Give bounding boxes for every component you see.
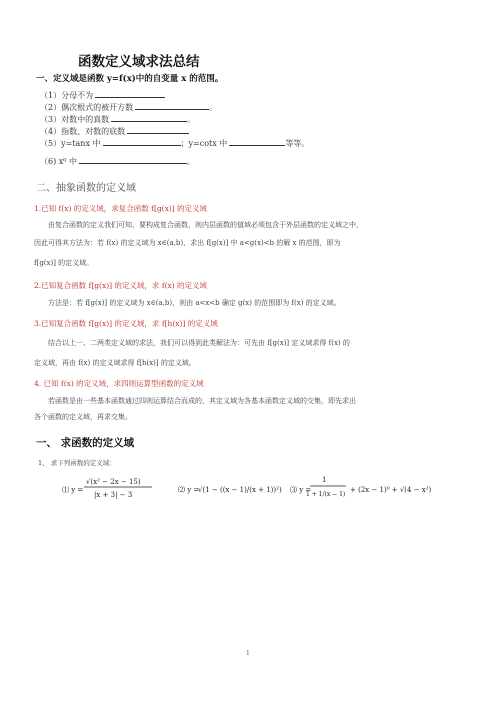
- case3-title: 3.已知复合函数 f[g(x)] 的定义域，求 f[h(x)] 的定义域: [34, 319, 218, 328]
- exercise-prompt: 1、 求下列函数的定义域：: [38, 459, 116, 467]
- section2-heading: 二、抽象函数的定义域: [36, 183, 136, 194]
- item-4: （4）指数、对数的底数: [40, 125, 189, 136]
- formula1-denominator: |x + 3| − 3: [94, 491, 133, 499]
- item-5: （5）y=tanx 中 ；y=cotx 中 等等。: [40, 139, 310, 148]
- page-title: 函数定义域求法总结: [78, 54, 200, 70]
- item-6: （6) x⁰ 中 。: [40, 157, 196, 166]
- item-2: （2）偶次根式的被开方数 。: [40, 103, 218, 112]
- case4-p1: 若函数是由一些基本函数通过四则运算结合而成的，其定义域为各基本函数定义域的交集，即先求出: [48, 397, 356, 405]
- section1-heading: 一、定义域是函数 y=f(x)中的自变量 x 的范围。: [36, 74, 224, 84]
- formula2-label: ⑵ y =: [178, 486, 200, 494]
- case1-p2: 因此可得其方法为：若 f(x) 的定义域为 x∈(a,b)，求出 f[g(x)] 中 a<g(x)<b 的解 x 的范围，即为: [34, 239, 341, 247]
- section3-heading: 一、 求函数的定义域: [36, 437, 135, 449]
- formula2-body: √(1 − ((x − 1)/(x + 1))²): [198, 486, 282, 494]
- case2-p1: 方法是：若 f[g(x)] 的定义域为 x∈(a,b)，则由 a<x<b 确定 g(x) 的范围即为 f(x) 的定义域。: [48, 299, 341, 307]
- formula3-label: ⑶ y =: [290, 486, 312, 494]
- case1-title: 1.已知 f(x) 的定义域，求复合函数 f[g(x)] 的定义域: [34, 204, 208, 213]
- formula1-label: ⑴ y =: [62, 486, 84, 494]
- case4-p2: 各个函数的定义域，再求交集。: [34, 413, 132, 421]
- formula1-fraction-bar: [84, 486, 154, 489]
- case4-title: 4. 已知 f(x) 的定义域，求四则运算型函数的定义域: [34, 379, 204, 388]
- page-number: 1: [246, 650, 250, 657]
- formula3-fraction-bar: [310, 485, 350, 488]
- case2-title: 2.已知复合函数 f[g(x)] 的定义域，求 f(x) 的定义域: [34, 281, 208, 290]
- case3-p2: 定义域，再由 f(x) 的定义域求得 f[h(x)] 的定义域。: [34, 359, 196, 367]
- formula3-numerator: 1: [322, 476, 327, 484]
- case3-p1: 结合以上一、二两类定义域的求法，我们可以得到此类解法为：可先由 f[g(x)] 定义域求得 f(x) 的: [48, 339, 350, 347]
- formula3-tail: + (2x − 1)⁰ + √(4 − x²): [350, 486, 432, 494]
- formula3-denominator: 1 + 1/(x − 1): [306, 491, 346, 498]
- case1-p3: f[g(x)] 的定义域。: [34, 259, 94, 267]
- item-3: （3）对数中的真数 。: [40, 115, 196, 124]
- formula1-numerator: √(x² − 2x − 15): [86, 478, 141, 486]
- case1-p1: 由复合函数的定义我们可知，要构成复合函数，则内层函数的值域必须包含于外层函数的定义域之中，: [48, 221, 363, 229]
- item-1: （1）分母不为: [40, 89, 165, 100]
